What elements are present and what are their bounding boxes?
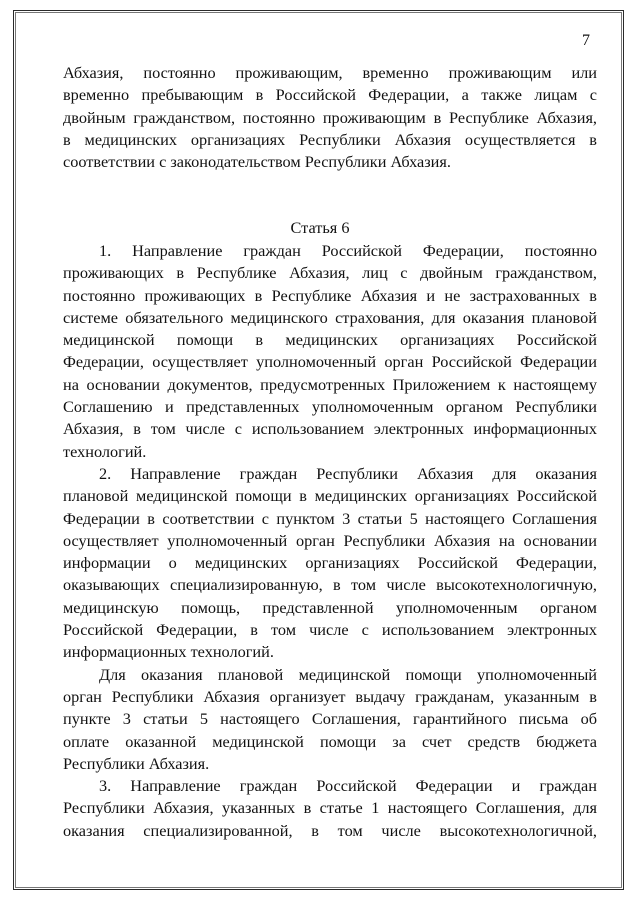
intro-paragraph (63, 62, 597, 173)
text-line: Российской Федерации, в том числе с использованием электронных (63, 620, 597, 640)
text-line: медицинскую помощь, представленной уполномоченным органом (63, 597, 597, 617)
text-line: Для оказания плановой медицинской помощи уполномоченный (99, 664, 597, 684)
article-heading: Статья 6 (290, 218, 350, 237)
text-line: информации о медицинских организациях Российской Федерации, (63, 553, 597, 573)
text-line: осуществляет уполномоченный орган Республики Абхазия на основании (63, 530, 597, 550)
text-line: на основании документов, предусмотренных Приложением к настоящему (63, 374, 597, 394)
text-line: технологий. (63, 441, 147, 461)
text-line: Республики Абхазия, указанных в статье 1 настоящего Соглашения, для (63, 798, 597, 818)
text-line: проживающих в Республике Абхазия, лиц с двойным гражданством, (63, 263, 597, 283)
text-line: Республики Абхазия. (63, 753, 210, 773)
text-line: информационных технологий. (63, 642, 274, 662)
text-line: оказывающих специализированную, в том числе высокотехнологичную, (63, 575, 597, 595)
text-line: 1. Направление граждан Российской Федерации, постоянно (99, 241, 597, 260)
text-line: двойным гражданством, постоянно проживающим в Республике Абхазия, (63, 107, 597, 127)
article-body (63, 240, 597, 842)
text-line: медицинской помощи в медицинских организациях Российской (63, 330, 597, 350)
text-line: Федерации, осуществляет уполномоченный орган Российской Федерации (63, 352, 597, 372)
text-line: Абхазия, постоянно проживающим, временно проживающим или (63, 63, 597, 82)
text-line: 2. Направление граждан Республики Абхазия для оказания (99, 463, 597, 483)
page-number: 7 (582, 32, 590, 49)
text-line: Абхазия, в том числе с использованием электронных информационных (63, 419, 597, 439)
text-line: в медицинских организациях Республики Абхазия осуществляется в (63, 129, 597, 149)
text-line: 3. Направление граждан Российской Федерации и граждан (99, 776, 597, 796)
text-line: временно пребывающим в Российской Федерации, а также лицам с (63, 85, 597, 105)
text-line: Соглашению и представленных уполномоченным органом Республики (63, 397, 597, 417)
text-line: оказания специализированной, в том числе высокотехнологичной, (63, 820, 597, 840)
text-line: постоянно проживающих в Республике Абхазия и не застрахованных в (63, 285, 597, 305)
text-line: соответствии с законодательством Республики Абхазия. (63, 152, 451, 172)
text-line: пункте 3 статьи 5 настоящего Соглашения, гарантийного письма об (63, 709, 597, 729)
text-line: Федерации в соответствии с пунктом 3 статьи 5 настоящего Соглашения (63, 508, 597, 528)
text-line: плановой медицинской помощи в медицинских организациях Российской (63, 486, 597, 506)
text-line: оплате оказанной медицинской помощи за счет средств бюджета (63, 731, 597, 751)
text-line: орган Республики Абхазия организует выдачу гражданам, указанным в (63, 686, 597, 706)
text-line: системе обязательного медицинского страхования, для оказания плановой (63, 307, 597, 327)
